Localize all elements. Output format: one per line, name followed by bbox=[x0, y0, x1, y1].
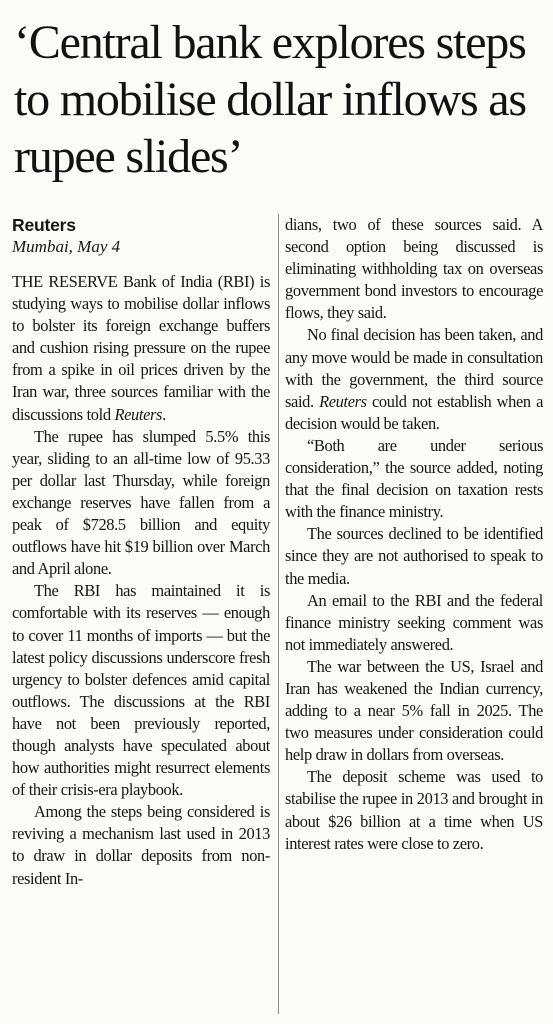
column-right bbox=[285, 214, 543, 855]
paragraph-5-text: dians, two of these sources said. A second option being discussed is eliminating withholding tax on overseas government bond investors to encourage flows, they said. bbox=[285, 215, 543, 323]
article-body bbox=[12, 214, 546, 1014]
paragraph-6-italic: Reuters bbox=[319, 391, 367, 411]
paragraph-2 bbox=[12, 426, 270, 581]
paragraph-11-text: The deposit scheme was used to stabilise the rupee in 2013 and brought in about $26 billion at a time when US interest rates were close to zero. bbox=[285, 767, 543, 853]
paragraph-7-text: “Both are under serious consideration,” the source added, noting that the final decision on taxation rests with the finance ministry. bbox=[285, 435, 543, 522]
byline-agency: Reuters bbox=[12, 215, 76, 235]
column-divider bbox=[278, 214, 279, 1014]
paragraph-1-italic: Reuters bbox=[114, 404, 163, 424]
paragraph-3-text: The RBI has maintained it is comfortable with its reserves — enough to cover 11 months of imports — but the latest policy discussions underscore fresh urgency to bolster defences amid capital outflows. The discussions at the RBI have not been previously reported, though analysts have speculated about how authorities might resurrect elements of their crisis-era playbook. bbox=[12, 581, 270, 800]
paragraph-1-end: . bbox=[162, 404, 166, 424]
paragraph-3 bbox=[12, 580, 270, 801]
paragraph-11 bbox=[285, 766, 543, 854]
column-left bbox=[12, 214, 270, 890]
paragraph-4 bbox=[12, 801, 270, 889]
paragraph-8 bbox=[285, 523, 543, 589]
paragraph-6 bbox=[285, 324, 543, 434]
paragraph-5 bbox=[285, 214, 543, 324]
paragraph-10 bbox=[285, 656, 543, 766]
paragraph-2-text: The rupee has slumped 5.5% this year, sliding to an all-time low of 95.33 per dollar last Thursday, while foreign exchange reserves have fallen from a peak of $728.5 billion and equity outflows have hit $19 billion over March and April alone. bbox=[12, 426, 270, 579]
paragraph-10-text: The war between the US, Israel and Iran has weakened the Indian currency, adding to a near 5% fall in 2025. The two measures under consideration could help draw in dollars from overseas. bbox=[285, 656, 543, 765]
paragraph-6-end: could not establish when a decision would be taken. bbox=[285, 391, 543, 433]
paragraph-9-text: An email to the RBI and the federal finance ministry seeking comment was not immediately answered. bbox=[285, 590, 543, 654]
paragraph-6-text: No final decision has been taken, and any move would be made in consultation with the government, the third source said. bbox=[285, 325, 543, 411]
headline: ‘Central bank explores steps to mobilise dollar inflows as rupee slides’ bbox=[14, 16, 526, 183]
paragraph-1 bbox=[12, 271, 270, 426]
paragraph-8-text: The sources declined to be identified since they are not authorised to speak to the media. bbox=[285, 524, 543, 588]
dateline: Mumbai, May 4 bbox=[12, 237, 121, 256]
paragraph-1-text: THE RESERVE Bank of India (RBI) is studying ways to mobilise dollar inflows to bolster its foreign exchange buffers and cushion rising pressure on the rupee from a spike in oil prices driven by the Iran war, three sources familiar with the discussions told bbox=[12, 272, 270, 424]
paragraph-4-text: Among the steps being considered is reviving a mechanism last used in 2013 to draw in dollar deposits from non-resident In- bbox=[12, 802, 270, 888]
paragraph-7 bbox=[285, 435, 543, 523]
paragraph-9 bbox=[285, 590, 543, 656]
